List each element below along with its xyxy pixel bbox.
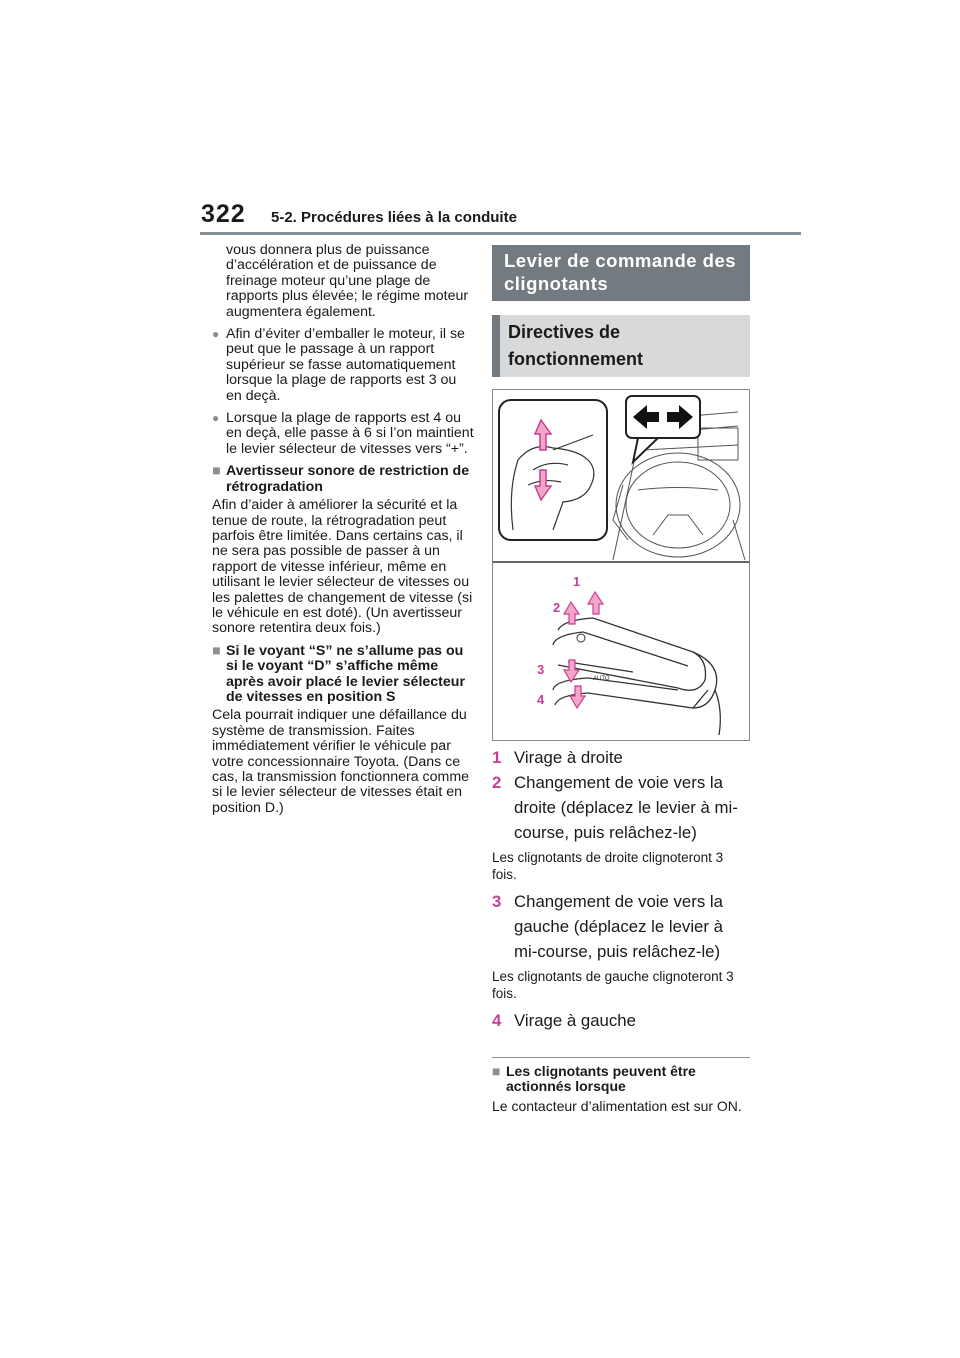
body-paragraph: Cela pourrait indiquer une défaillance du système de transmission. Faites immédiatement vérifier le véhicule par votre concessionnaire Toyota. (Dans ce cas, la transmission fonctionnera comme si le levier sélecteur de vitesses était en position D.): [212, 707, 470, 816]
lever-label-auto: AUTO: [593, 676, 610, 682]
callout-2: 2: [553, 600, 561, 615]
step-note: Les clignotants de droite clignoteront 3 fois.: [492, 850, 724, 882]
header-rule: [200, 232, 801, 235]
subheading: ■ Les clignotants peuvent être actionnés lorsque: [492, 1064, 750, 1093]
step-number: 2: [492, 773, 502, 792]
continued-paragraph: vous donnera plus de puissance d’accélération et de puissance de freinage moteur qu’une plage de rapports plus élevée; le régime moteur augmentera également.: [226, 242, 469, 320]
arrow-2-icon: [564, 602, 579, 624]
step-note: Les clignotants de gauche clignoteront 3 fois.: [492, 969, 734, 1001]
sub-band-title: Directives de fonctionnement: [492, 315, 750, 377]
steps-list: [492, 745, 750, 1033]
step-number: 1: [492, 748, 502, 767]
arrow-1-icon: [588, 592, 603, 614]
callout-4: 4: [537, 692, 545, 707]
light-icon: [577, 634, 585, 642]
section-band-title: Levier de commande des clignotants: [492, 245, 750, 301]
bullet-item: ● Afin d’éviter d’emballer le moteur, il se peut que le passage à un rapport supérieur se fasse automatiquement lorsque la plage de rapports est 3 ou en deçà.: [212, 327, 474, 404]
step-text: Changement de voie vers la droite (déplacez le levier à mi-course, puis relâchez-le): [514, 773, 738, 842]
step-item: [492, 889, 750, 964]
section-divider: [492, 1057, 750, 1058]
turn-signal-illustration: [493, 390, 749, 740]
bullet-item: ● Lorsque la plage de rapports est 4 ou en deçà, elle passe à 6 si l’on maintient le levier sélecteur de vitesses vers “+”.: [212, 411, 474, 457]
arrow-4-icon: [570, 686, 585, 708]
right-column: [492, 245, 750, 1114]
body-paragraph: Le contacteur d’alimentation est sur ON.: [492, 1098, 742, 1114]
step-text: Virage à droite: [514, 748, 623, 767]
body-paragraph: Afin d’aider à améliorer la sécurité et la tenue de route, la rétrogradation peut parfois être limitée. Dans certains cas, il ne sera pas possible de passer à un rapport de vitesse inférieur, même en utilisant le levier sélecteur de vitesses ou les palettes de changement de vitesse (si le véhicule en est doté). (Un avertisseur sonore retentira deux fois.): [212, 497, 473, 637]
page-number: 322: [201, 200, 246, 228]
step-text: Virage à gauche: [514, 1011, 636, 1030]
left-column: [212, 243, 474, 823]
callout-3: 3: [537, 662, 545, 677]
subheading: ■ Avertisseur sonore de restriction de rétrogradation: [212, 464, 474, 495]
step-text: Changement de voie vers la gauche (déplacez le levier à mi-course, puis relâchez-le): [514, 892, 723, 961]
section-title: 5-2. Procédures liées à la conduite: [271, 209, 517, 226]
step-item: [492, 1008, 750, 1033]
turn-signal-figure: [492, 389, 750, 741]
step-number: 3: [492, 892, 502, 911]
callout-1: 1: [573, 574, 581, 589]
subheading: ■ Si le voyant “S” ne s’allume pas ou si le voyant “D” s’affiche même après avoir placé le levier sélecteur de vitesses en position S: [212, 644, 474, 706]
step-item: [492, 745, 750, 770]
step-item: [492, 770, 750, 845]
step-number: 4: [492, 1011, 502, 1030]
